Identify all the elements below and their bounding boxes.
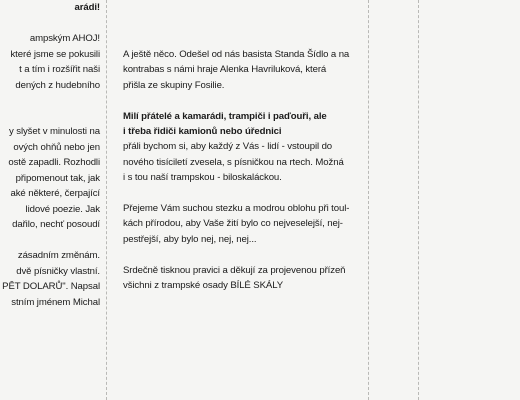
paragraph-line: přáli bychom si, aby každý z Vás - lidí - vstoupil do	[123, 141, 333, 153]
left-panel-line: dařilo, nechť posoudí	[12, 219, 100, 230]
left-panel-line: ostě zapadli. Rozhodli	[8, 157, 100, 168]
left-panel-line	[0, 233, 100, 249]
left-panel-line: dvě písničky vlastní.	[16, 265, 100, 277]
left-panel-line: t a tím i rozšířit naši	[19, 64, 100, 75]
paragraph-heading-line: i třeba řidiči kamionů nebo úřednici	[123, 126, 282, 138]
left-panel-line: dených z hudebního	[15, 79, 100, 91]
fold-line-edge	[418, 0, 419, 400]
paragraph-line: A ještě něco. Odešel od nás basista Standa Šídlo a na	[123, 49, 350, 60]
left-panel-line: aké některé, čerpající	[10, 188, 100, 199]
left-panel-line: připomenout tak, jak	[15, 172, 100, 184]
paragraph-line: Srdečně tisknou pravici a děkují za projevenou přízeň	[123, 264, 346, 276]
paragraph-line: všichni z trampské osady BÍLÉ SKÁLY	[123, 280, 284, 292]
paragraph	[123, 263, 363, 294]
paragraph-line: pestřejší, aby bylo nej, nej, nej...	[123, 233, 257, 245]
left-panel-line	[0, 109, 100, 125]
left-panel-line: y slyšet v minulosti na	[8, 126, 100, 137]
left-panel-cut-text	[0, 0, 104, 400]
left-panel-line: ových ohňů nebo jen	[13, 141, 100, 153]
paragraph-line: přišla ze skupiny Fosilie.	[123, 79, 225, 91]
left-panel-line: zásadním změnám.	[17, 250, 100, 261]
left-panel-line: arádi!	[74, 2, 100, 13]
left-panel-line: lidové poezie. Jak	[25, 203, 100, 215]
left-panel-text-block	[0, 0, 100, 310]
paragraph	[123, 109, 363, 186]
paragraph-line: i s tou naší trampskou - biloskaláckou.	[123, 172, 282, 184]
left-panel-line	[0, 93, 100, 109]
left-panel-line: PĚT DOLARŮ". Napsal	[2, 281, 100, 292]
fold-line-right	[368, 0, 369, 400]
left-panel-line: stním jménem Michal	[11, 296, 100, 308]
left-panel-line	[0, 16, 100, 32]
fold-line-left	[106, 0, 107, 400]
paragraph	[123, 201, 363, 247]
paragraph	[123, 47, 363, 93]
paragraph-line: kách přírodou, aby Vaše žití bylo co nejveselejší, nej-	[123, 218, 343, 230]
middle-panel-text	[123, 47, 363, 309]
paragraph-line: Přejeme Vám suchou stezku a modrou oblohu při toul-	[123, 203, 350, 215]
paragraph-line: nového tisíciletí zvesela, s písničkou na rtech. Možná	[123, 156, 344, 168]
paragraph-line: kontrabas s námi hraje Alenka Havriluková, která	[123, 64, 327, 76]
left-panel-line: ampským AHOJ!	[29, 33, 100, 44]
paragraph-heading-line: Milí přátelé a kamarádi, trampiči i paďouři, ale	[123, 110, 327, 122]
left-panel-line: které jsme se pokusili	[10, 48, 100, 60]
